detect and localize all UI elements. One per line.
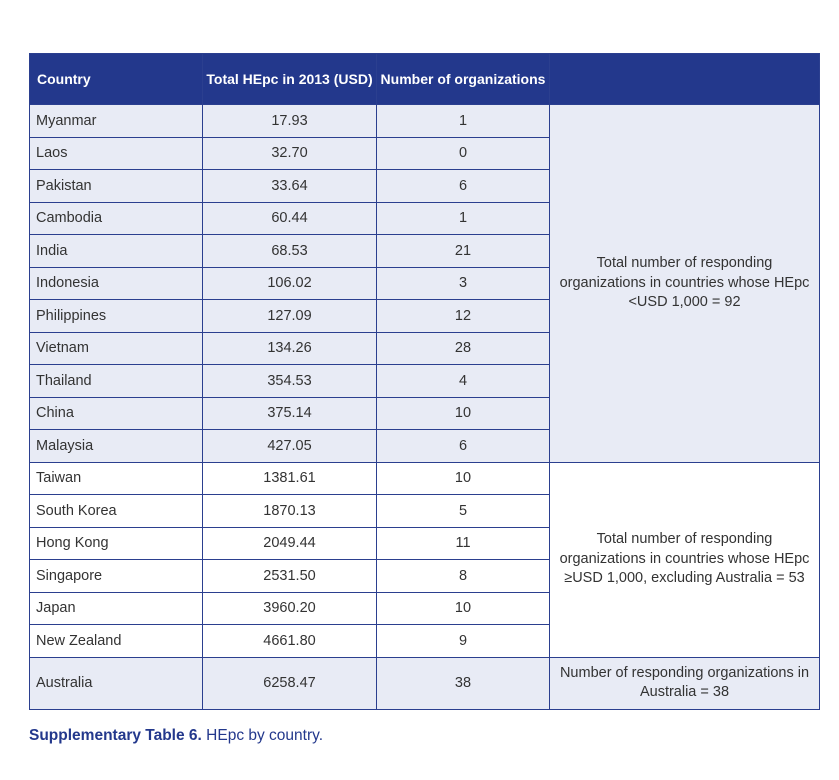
caption-text: HEpc by country. <box>201 727 324 744</box>
hepc-cell: 106.02 <box>203 267 377 300</box>
hepc-cell: 127.09 <box>203 300 377 333</box>
caption-label: Supplementary Table 6. <box>29 727 202 744</box>
organizations-cell: 38 <box>377 657 550 709</box>
organizations-cell: 6 <box>377 430 550 463</box>
table-caption <box>29 727 323 745</box>
organizations-cell: 1 <box>377 202 550 235</box>
organizations-cell: 11 <box>377 527 550 560</box>
country-cell: Malaysia <box>30 430 203 463</box>
hepc-cell: 427.05 <box>203 430 377 463</box>
header-organizations: Number of organizations <box>377 54 550 105</box>
organizations-cell: 9 <box>377 625 550 658</box>
country-cell: Philippines <box>30 300 203 333</box>
header-country: Country <box>30 54 203 105</box>
table-row <box>30 105 820 138</box>
table-body <box>30 105 820 710</box>
country-cell: India <box>30 235 203 268</box>
hepc-cell: 68.53 <box>203 235 377 268</box>
hepc-cell: 2531.50 <box>203 560 377 593</box>
organizations-cell: 10 <box>377 592 550 625</box>
organizations-cell: 21 <box>377 235 550 268</box>
organizations-cell: 8 <box>377 560 550 593</box>
header-row <box>30 54 820 105</box>
country-cell: Laos <box>30 137 203 170</box>
hepc-cell: 1870.13 <box>203 495 377 528</box>
hepc-cell: 3960.20 <box>203 592 377 625</box>
organizations-cell: 4 <box>377 365 550 398</box>
hepc-cell: 375.14 <box>203 397 377 430</box>
hepc-table <box>29 53 820 710</box>
header-notes <box>550 54 820 105</box>
hepc-cell: 134.26 <box>203 332 377 365</box>
hepc-cell: 17.93 <box>203 105 377 138</box>
hepc-cell: 60.44 <box>203 202 377 235</box>
country-cell: Myanmar <box>30 105 203 138</box>
organizations-cell: 6 <box>377 170 550 203</box>
hepc-cell: 32.70 <box>203 137 377 170</box>
country-cell: Thailand <box>30 365 203 398</box>
country-cell: Pakistan <box>30 170 203 203</box>
organizations-cell: 1 <box>377 105 550 138</box>
organizations-cell: 0 <box>377 137 550 170</box>
country-cell: Indonesia <box>30 267 203 300</box>
organizations-cell: 28 <box>377 332 550 365</box>
country-cell: New Zealand <box>30 625 203 658</box>
table-row <box>30 657 820 709</box>
group-note: Total number of responding organizations in countries whose HEpc ≥USD 1,000, excluding Australia = 53 <box>550 462 820 657</box>
table-row <box>30 462 820 495</box>
organizations-cell: 3 <box>377 267 550 300</box>
hepc-cell: 1381.61 <box>203 462 377 495</box>
country-cell: Singapore <box>30 560 203 593</box>
country-cell: Australia <box>30 657 203 709</box>
organizations-cell: 10 <box>377 397 550 430</box>
hepc-cell: 4661.80 <box>203 625 377 658</box>
country-cell: Cambodia <box>30 202 203 235</box>
country-cell: China <box>30 397 203 430</box>
organizations-cell: 12 <box>377 300 550 333</box>
country-cell: Vietnam <box>30 332 203 365</box>
group-note: Number of responding organizations in Australia = 38 <box>550 657 820 709</box>
country-cell: Japan <box>30 592 203 625</box>
hepc-cell: 354.53 <box>203 365 377 398</box>
hepc-cell: 33.64 <box>203 170 377 203</box>
hepc-cell: 6258.47 <box>203 657 377 709</box>
header-hepc: Total HEpc in 2013 (USD) <box>203 54 377 105</box>
organizations-cell: 10 <box>377 462 550 495</box>
hepc-cell: 2049.44 <box>203 527 377 560</box>
country-cell: South Korea <box>30 495 203 528</box>
country-cell: Taiwan <box>30 462 203 495</box>
group-note: Total number of responding organizations in countries whose HEpc <USD 1,000 = 92 <box>550 105 820 463</box>
country-cell: Hong Kong <box>30 527 203 560</box>
organizations-cell: 5 <box>377 495 550 528</box>
